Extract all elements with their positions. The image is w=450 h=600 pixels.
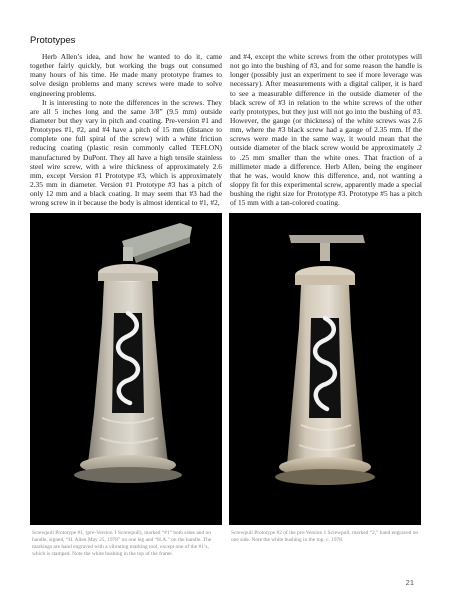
photo-prototype-2 (229, 213, 421, 525)
paragraph: and #4, except the white screws from the other prototypes will not go into the bushing of #3, and for some reason the handle is longer (possibly just an experiment to see if more leverage was necessary). After measurements with a digital caliper, it is hard to see a measurable difference in the outside diameter of the black screw of #3 in relation to the white screws of the other early prototypes, but they just will not go into the bushing of #3. However, the gauge (or thickness) of the white screws was 2.6 mm, where the #3 black screw had a gauge of 2.35 mm. If the screws were made in the same way, it would mean that the outside diameter of the black screw would be approximately .2 to .25 mm smaller than the white ones. That fraction of a millimeter made a difference. Herb Allen, being the engineer that he was, would know this difference, and, not wanting a sloppy fit for this experimental screw, apparently made a special bushing the right size for Prototype #3. Prototype #5 has a pitch of 15 mm with a tan-colored coating. (230, 52, 422, 208)
photo-prototype-1 (30, 213, 222, 525)
paragraph: It is interesting to note the differences in the screws. They are all 5 inches long and the same 3/8” (9.5 mm) outside diameter but they vary in pitch and coating. Pre-version #1 and Prototypes #1, #2, and #4 have a pitch of 15 mm (distance to complete one full spiral of the screw) with a white friction reducing coating (plastic resin commonly called TEFLON) manufactured by DuPont. They all have a high tensile stainless steel wire screw, with a wire thickness of approximately 2.6 mm, except Version #1 Prototype #3, which is approximately 2.35 mm in diameter. Version #1 Prototype #3 has a pitch of only 12 mm and a black coating. It may seem that #3 had the wrong screw in it because the body is almost identical to #1, #2, (30, 97, 222, 208)
caption-prototype-2: Screwpull Prototype #2 of the pre-Version 1 Screwpull, marked “2,” hand engraved on one side. Note the white bushing in the top, c. 1978. (231, 530, 419, 544)
page-number: 21 (405, 578, 414, 587)
section-title: Prototypes (30, 35, 76, 46)
right-text-column (230, 52, 422, 207)
corkscrew-prototype-1-image (30, 213, 222, 525)
caption-prototype-1: Screwpull Prototype #1, (pre-Version 1 Screwpull), marked “#1” both sides and on handle, signed, “H. Allen May 25, 1978” on one leg and “H.A.” on the handle. The markings are hand engraved with a vibrating marking tool, except one of the #1’s, which is stamped. Note the white bushing in the top of the frame. (32, 530, 212, 558)
corkscrew-prototype-2-image (229, 213, 421, 525)
left-text-column (30, 52, 222, 207)
paragraph: Herb Allen’s idea, and how he wanted to do it, came together fairly quickly, but working the bugs out consumed many hours of his time. He made many prototype frames to solve design problems and many screws were made to solve engineering problems. (30, 52, 222, 98)
